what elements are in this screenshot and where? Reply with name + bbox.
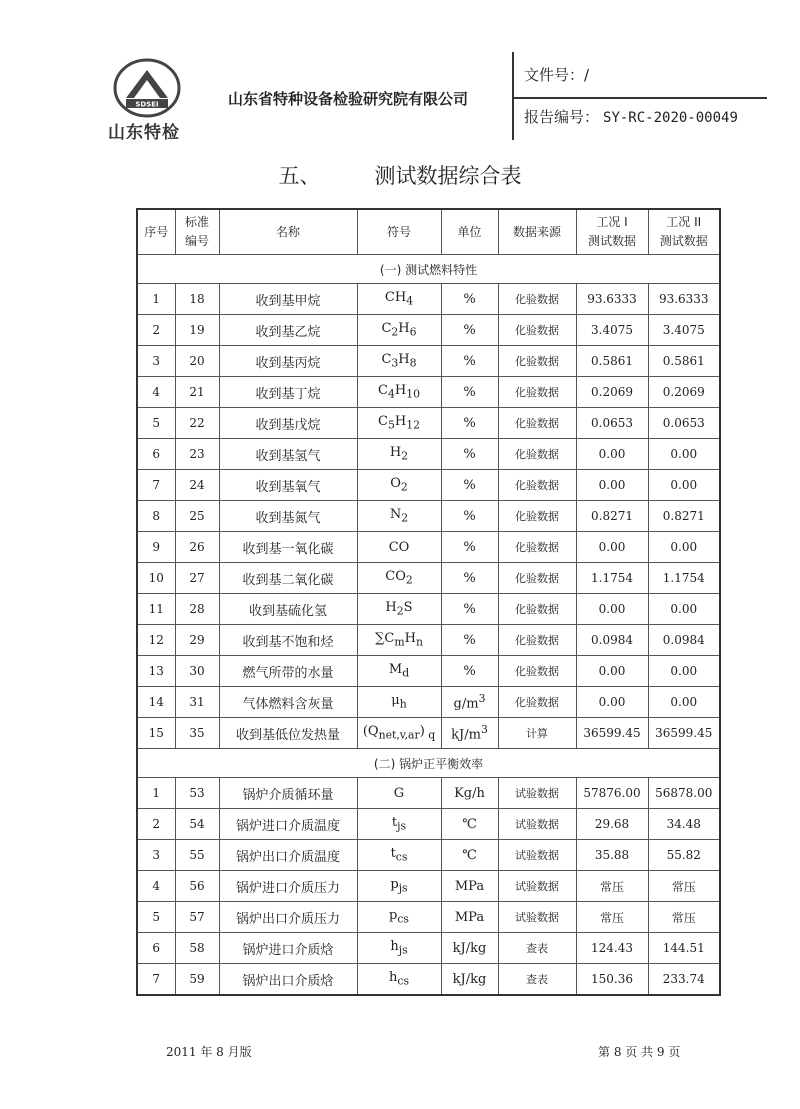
cell-unit: Kg/h [441, 778, 498, 809]
cell-condition1: 36599.45 [576, 718, 648, 749]
cell-condition2: 0.00 [648, 594, 720, 625]
cell-seq: 8 [137, 501, 175, 532]
cell-condition2: 0.00 [648, 687, 720, 718]
table-row [137, 778, 720, 809]
cell-condition2: 0.8271 [648, 501, 720, 532]
organization-name: 山东省特种设备检验研究院有限公司 [228, 90, 469, 108]
cell-std: 25 [175, 501, 219, 532]
table-row [137, 718, 720, 749]
table-row [137, 470, 720, 501]
cell-std: 29 [175, 625, 219, 656]
cell-seq: 6 [137, 933, 175, 964]
table-header-row [137, 209, 720, 255]
page-title [0, 160, 800, 190]
cell-std: 31 [175, 687, 219, 718]
cell-std: 35 [175, 718, 219, 749]
cell-unit: kJ/kg [441, 933, 498, 964]
cell-source: 试验数据 [498, 902, 576, 933]
cell-condition1: 0.0984 [576, 625, 648, 656]
cell-source: 化验数据 [498, 656, 576, 687]
header-source: 数据来源 [498, 209, 576, 255]
cell-condition1: 1.1754 [576, 563, 648, 594]
cell-condition1: 0.00 [576, 594, 648, 625]
cell-name: 气体燃料含灰量 [219, 687, 357, 718]
cell-name: 收到基乙烷 [219, 315, 357, 346]
cell-condition2: 0.0984 [648, 625, 720, 656]
cell-std: 54 [175, 809, 219, 840]
file-number: 文件号：/ [524, 66, 590, 84]
cell-source: 化验数据 [498, 439, 576, 470]
title-text: 测试数据综合表 [374, 164, 522, 188]
cell-name: 收到基丁烷 [219, 377, 357, 408]
cell-std: 56 [175, 871, 219, 902]
cell-unit: $kJ/m^3$ [441, 718, 498, 749]
cell-symbol: $N_2$ [357, 501, 441, 532]
cell-name: 收到基氢气 [219, 439, 357, 470]
table-row [137, 284, 720, 315]
title-number: 五、 [278, 164, 321, 188]
cell-condition2: 0.0653 [648, 408, 720, 439]
table-row [137, 871, 720, 902]
cell-std: 21 [175, 377, 219, 408]
cell-std: 26 [175, 532, 219, 563]
cell-condition2: 1.1754 [648, 563, 720, 594]
cell-seq: 1 [137, 284, 175, 315]
cell-unit: % [441, 594, 498, 625]
logo-text: 山东特检 [108, 123, 180, 143]
cell-unit: % [441, 408, 498, 439]
cell-std: 57 [175, 902, 219, 933]
cell-condition2: 0.2069 [648, 377, 720, 408]
table-row [137, 408, 720, 439]
cell-condition1: 常压 [576, 902, 648, 933]
section-title: (二) 锅炉正平衡效率 [137, 749, 720, 778]
cell-condition2: 0.00 [648, 656, 720, 687]
cell-name: 收到基一氧化碳 [219, 532, 357, 563]
header-std-line1: 标准 [184, 215, 209, 229]
cell-condition1: 3.4075 [576, 315, 648, 346]
cell-source: 试验数据 [498, 778, 576, 809]
cell-condition2: 36599.45 [648, 718, 720, 749]
cell-symbol: $CO_2$ [357, 563, 441, 594]
cell-symbol: $(Q_{net,v,ar})$ $_q$ [357, 718, 441, 749]
cell-seq: 12 [137, 625, 175, 656]
cell-name: 锅炉出口介质温度 [219, 840, 357, 871]
cell-seq: 11 [137, 594, 175, 625]
cell-source: 化验数据 [498, 501, 576, 532]
cell-source: 查表 [498, 964, 576, 996]
cell-condition1: 0.8271 [576, 501, 648, 532]
cell-symbol: $C_5H_{12}$ [357, 408, 441, 439]
cell-symbol: G [357, 778, 441, 809]
cell-source: 化验数据 [498, 563, 576, 594]
cell-condition1: 0.00 [576, 687, 648, 718]
cell-name: 收到基丙烷 [219, 346, 357, 377]
cell-condition2: 34.48 [648, 809, 720, 840]
cell-unit: % [441, 563, 498, 594]
header-condition1 [576, 209, 648, 255]
cell-unit: % [441, 470, 498, 501]
cell-condition1: 57876.00 [576, 778, 648, 809]
header-seq: 序号 [137, 209, 175, 255]
header-condition1-line2: 测试数据 [587, 234, 636, 248]
cell-condition1: 0.00 [576, 470, 648, 501]
cell-source: 化验数据 [498, 532, 576, 563]
table-row [137, 532, 720, 563]
cell-condition2: 55.82 [648, 840, 720, 871]
cell-std: 20 [175, 346, 219, 377]
cell-name: 锅炉进口介质温度 [219, 809, 357, 840]
header-horizontal-divider [512, 97, 767, 99]
cell-seq: 7 [137, 470, 175, 501]
header-unit: 单位 [441, 209, 498, 255]
header-vertical-divider [512, 52, 514, 140]
table-row [137, 933, 720, 964]
cell-source: 试验数据 [498, 871, 576, 902]
cell-std: 58 [175, 933, 219, 964]
cell-condition2: 56878.00 [648, 778, 720, 809]
table-row [137, 687, 720, 718]
cell-seq: 6 [137, 439, 175, 470]
header-condition1-line1: 工况 I [596, 215, 628, 229]
header-condition2-line2: 测试数据 [659, 234, 708, 248]
cell-seq: 3 [137, 840, 175, 871]
cell-condition1: 常压 [576, 871, 648, 902]
cell-source: 化验数据 [498, 594, 576, 625]
cell-seq: 5 [137, 902, 175, 933]
cell-symbol: $\mu_h$ [357, 687, 441, 718]
cell-source: 计算 [498, 718, 576, 749]
cell-unit: MPa [441, 902, 498, 933]
cell-condition1: 0.2069 [576, 377, 648, 408]
cell-seq: 2 [137, 809, 175, 840]
cell-name: 锅炉进口介质焓 [219, 933, 357, 964]
cell-condition1: 0.5861 [576, 346, 648, 377]
table-row [137, 809, 720, 840]
cell-condition2: 常压 [648, 871, 720, 902]
cell-std: 55 [175, 840, 219, 871]
cell-name: 收到基二氧化碳 [219, 563, 357, 594]
cell-seq: 2 [137, 315, 175, 346]
cell-condition2: 常压 [648, 902, 720, 933]
header-name: 名称 [219, 209, 357, 255]
report-number-value: SY-RC-2020-00049 [603, 110, 738, 126]
cell-seq: 7 [137, 964, 175, 996]
cell-seq: 3 [137, 346, 175, 377]
cell-condition1: 0.00 [576, 439, 648, 470]
header-symbol: 符号 [357, 209, 441, 255]
cell-condition2: 144.51 [648, 933, 720, 964]
cell-symbol: CO [357, 532, 441, 563]
cell-name: 收到基氧气 [219, 470, 357, 501]
section-header-row [137, 749, 720, 778]
cell-seq: 5 [137, 408, 175, 439]
cell-symbol: $C_4H_{10}$ [357, 377, 441, 408]
section-header-row [137, 255, 720, 284]
cell-symbol: $H_2$ [357, 439, 441, 470]
header-condition2 [648, 209, 720, 255]
svg-text:SDSEI: SDSEI [135, 100, 159, 109]
cell-source: 化验数据 [498, 346, 576, 377]
cell-unit: ℃ [441, 840, 498, 871]
cell-std: 24 [175, 470, 219, 501]
table-row [137, 439, 720, 470]
cell-condition1: 0.0653 [576, 408, 648, 439]
cell-seq: 13 [137, 656, 175, 687]
cell-condition1: 124.43 [576, 933, 648, 964]
cell-std: 22 [175, 408, 219, 439]
cell-unit: % [441, 315, 498, 346]
cell-source: 化验数据 [498, 625, 576, 656]
cell-unit: ℃ [441, 809, 498, 840]
cell-condition1: 93.6333 [576, 284, 648, 315]
cell-unit: $g/m^3$ [441, 687, 498, 718]
report-number-label: 报告编号： [524, 108, 600, 126]
cell-name: 收到基戊烷 [219, 408, 357, 439]
report-number [524, 106, 738, 127]
cell-unit: % [441, 625, 498, 656]
cell-symbol: $h_{cs}$ [357, 964, 441, 996]
cell-name: 锅炉介质循环量 [219, 778, 357, 809]
cell-condition2: 233.74 [648, 964, 720, 996]
cell-symbol: $O_2$ [357, 470, 441, 501]
cell-condition1: 29.68 [576, 809, 648, 840]
cell-std: 23 [175, 439, 219, 470]
cell-symbol: $t_{cs}$ [357, 840, 441, 871]
cell-unit: kJ/kg [441, 964, 498, 996]
header-std-line2: 编号 [184, 234, 209, 248]
footer-page-number: 第 8 页 共 9 页 [598, 1045, 681, 1059]
cell-source: 化验数据 [498, 408, 576, 439]
cell-unit: % [441, 346, 498, 377]
cell-source: 化验数据 [498, 470, 576, 501]
cell-symbol: $C_3H_8$ [357, 346, 441, 377]
cell-name: 锅炉出口介质压力 [219, 902, 357, 933]
cell-unit: % [441, 656, 498, 687]
cell-unit: MPa [441, 871, 498, 902]
table-row [137, 625, 720, 656]
cell-condition2: 0.00 [648, 439, 720, 470]
cell-condition2: 93.6333 [648, 284, 720, 315]
cell-symbol: $p_{cs}$ [357, 902, 441, 933]
cell-seq: 15 [137, 718, 175, 749]
cell-symbol: $p_{js}$ [357, 871, 441, 902]
company-logo-icon [112, 58, 182, 120]
cell-std: 53 [175, 778, 219, 809]
cell-seq: 4 [137, 377, 175, 408]
cell-seq: 1 [137, 778, 175, 809]
cell-seq: 10 [137, 563, 175, 594]
cell-name: 收到基低位发热量 [219, 718, 357, 749]
cell-std: 30 [175, 656, 219, 687]
cell-symbol: $CH_4$ [357, 284, 441, 315]
cell-condition1: 35.88 [576, 840, 648, 871]
cell-unit: % [441, 284, 498, 315]
cell-symbol: $\sum C_mH_n$ [357, 625, 441, 656]
table-row [137, 346, 720, 377]
cell-seq: 14 [137, 687, 175, 718]
table-row [137, 501, 720, 532]
cell-std: 27 [175, 563, 219, 594]
table-row [137, 840, 720, 871]
cell-symbol: $h_{js}$ [357, 933, 441, 964]
cell-condition2: 0.00 [648, 532, 720, 563]
test-data-table [136, 208, 721, 996]
cell-unit: % [441, 377, 498, 408]
cell-source: 化验数据 [498, 284, 576, 315]
cell-source: 化验数据 [498, 377, 576, 408]
cell-name: 收到基硫化氢 [219, 594, 357, 625]
table-row [137, 563, 720, 594]
cell-symbol: $H_2S$ [357, 594, 441, 625]
cell-symbol: $t_{js}$ [357, 809, 441, 840]
cell-source: 试验数据 [498, 809, 576, 840]
cell-symbol: $M_d$ [357, 656, 441, 687]
cell-name: 收到基不饱和烃 [219, 625, 357, 656]
cell-seq: 4 [137, 871, 175, 902]
cell-name: 收到基氮气 [219, 501, 357, 532]
table-row [137, 656, 720, 687]
cell-condition2: 0.00 [648, 470, 720, 501]
header-std [175, 209, 219, 255]
cell-name: 收到基甲烷 [219, 284, 357, 315]
table-row [137, 964, 720, 996]
cell-symbol: $C_2H_6$ [357, 315, 441, 346]
footer-edition: 2011 年 8 月版 [166, 1045, 252, 1059]
cell-std: 19 [175, 315, 219, 346]
section-title: (一) 测试燃料特性 [137, 255, 720, 284]
cell-source: 化验数据 [498, 687, 576, 718]
cell-std: 59 [175, 964, 219, 996]
cell-source: 查表 [498, 933, 576, 964]
header-condition2-line1: 工况 II [666, 215, 702, 229]
cell-condition1: 0.00 [576, 532, 648, 563]
cell-name: 锅炉进口介质压力 [219, 871, 357, 902]
cell-source: 化验数据 [498, 315, 576, 346]
cell-condition1: 150.36 [576, 964, 648, 996]
table-row [137, 902, 720, 933]
table-row [137, 377, 720, 408]
table-row [137, 594, 720, 625]
cell-name: 燃气所带的水量 [219, 656, 357, 687]
cell-unit: % [441, 439, 498, 470]
cell-condition2: 3.4075 [648, 315, 720, 346]
cell-unit: % [441, 532, 498, 563]
cell-name: 锅炉出口介质焓 [219, 964, 357, 996]
cell-source: 试验数据 [498, 840, 576, 871]
table-row [137, 315, 720, 346]
cell-condition2: 0.5861 [648, 346, 720, 377]
cell-std: 18 [175, 284, 219, 315]
cell-std: 28 [175, 594, 219, 625]
cell-seq: 9 [137, 532, 175, 563]
cell-unit: % [441, 501, 498, 532]
cell-condition1: 0.00 [576, 656, 648, 687]
page-header [0, 0, 800, 150]
